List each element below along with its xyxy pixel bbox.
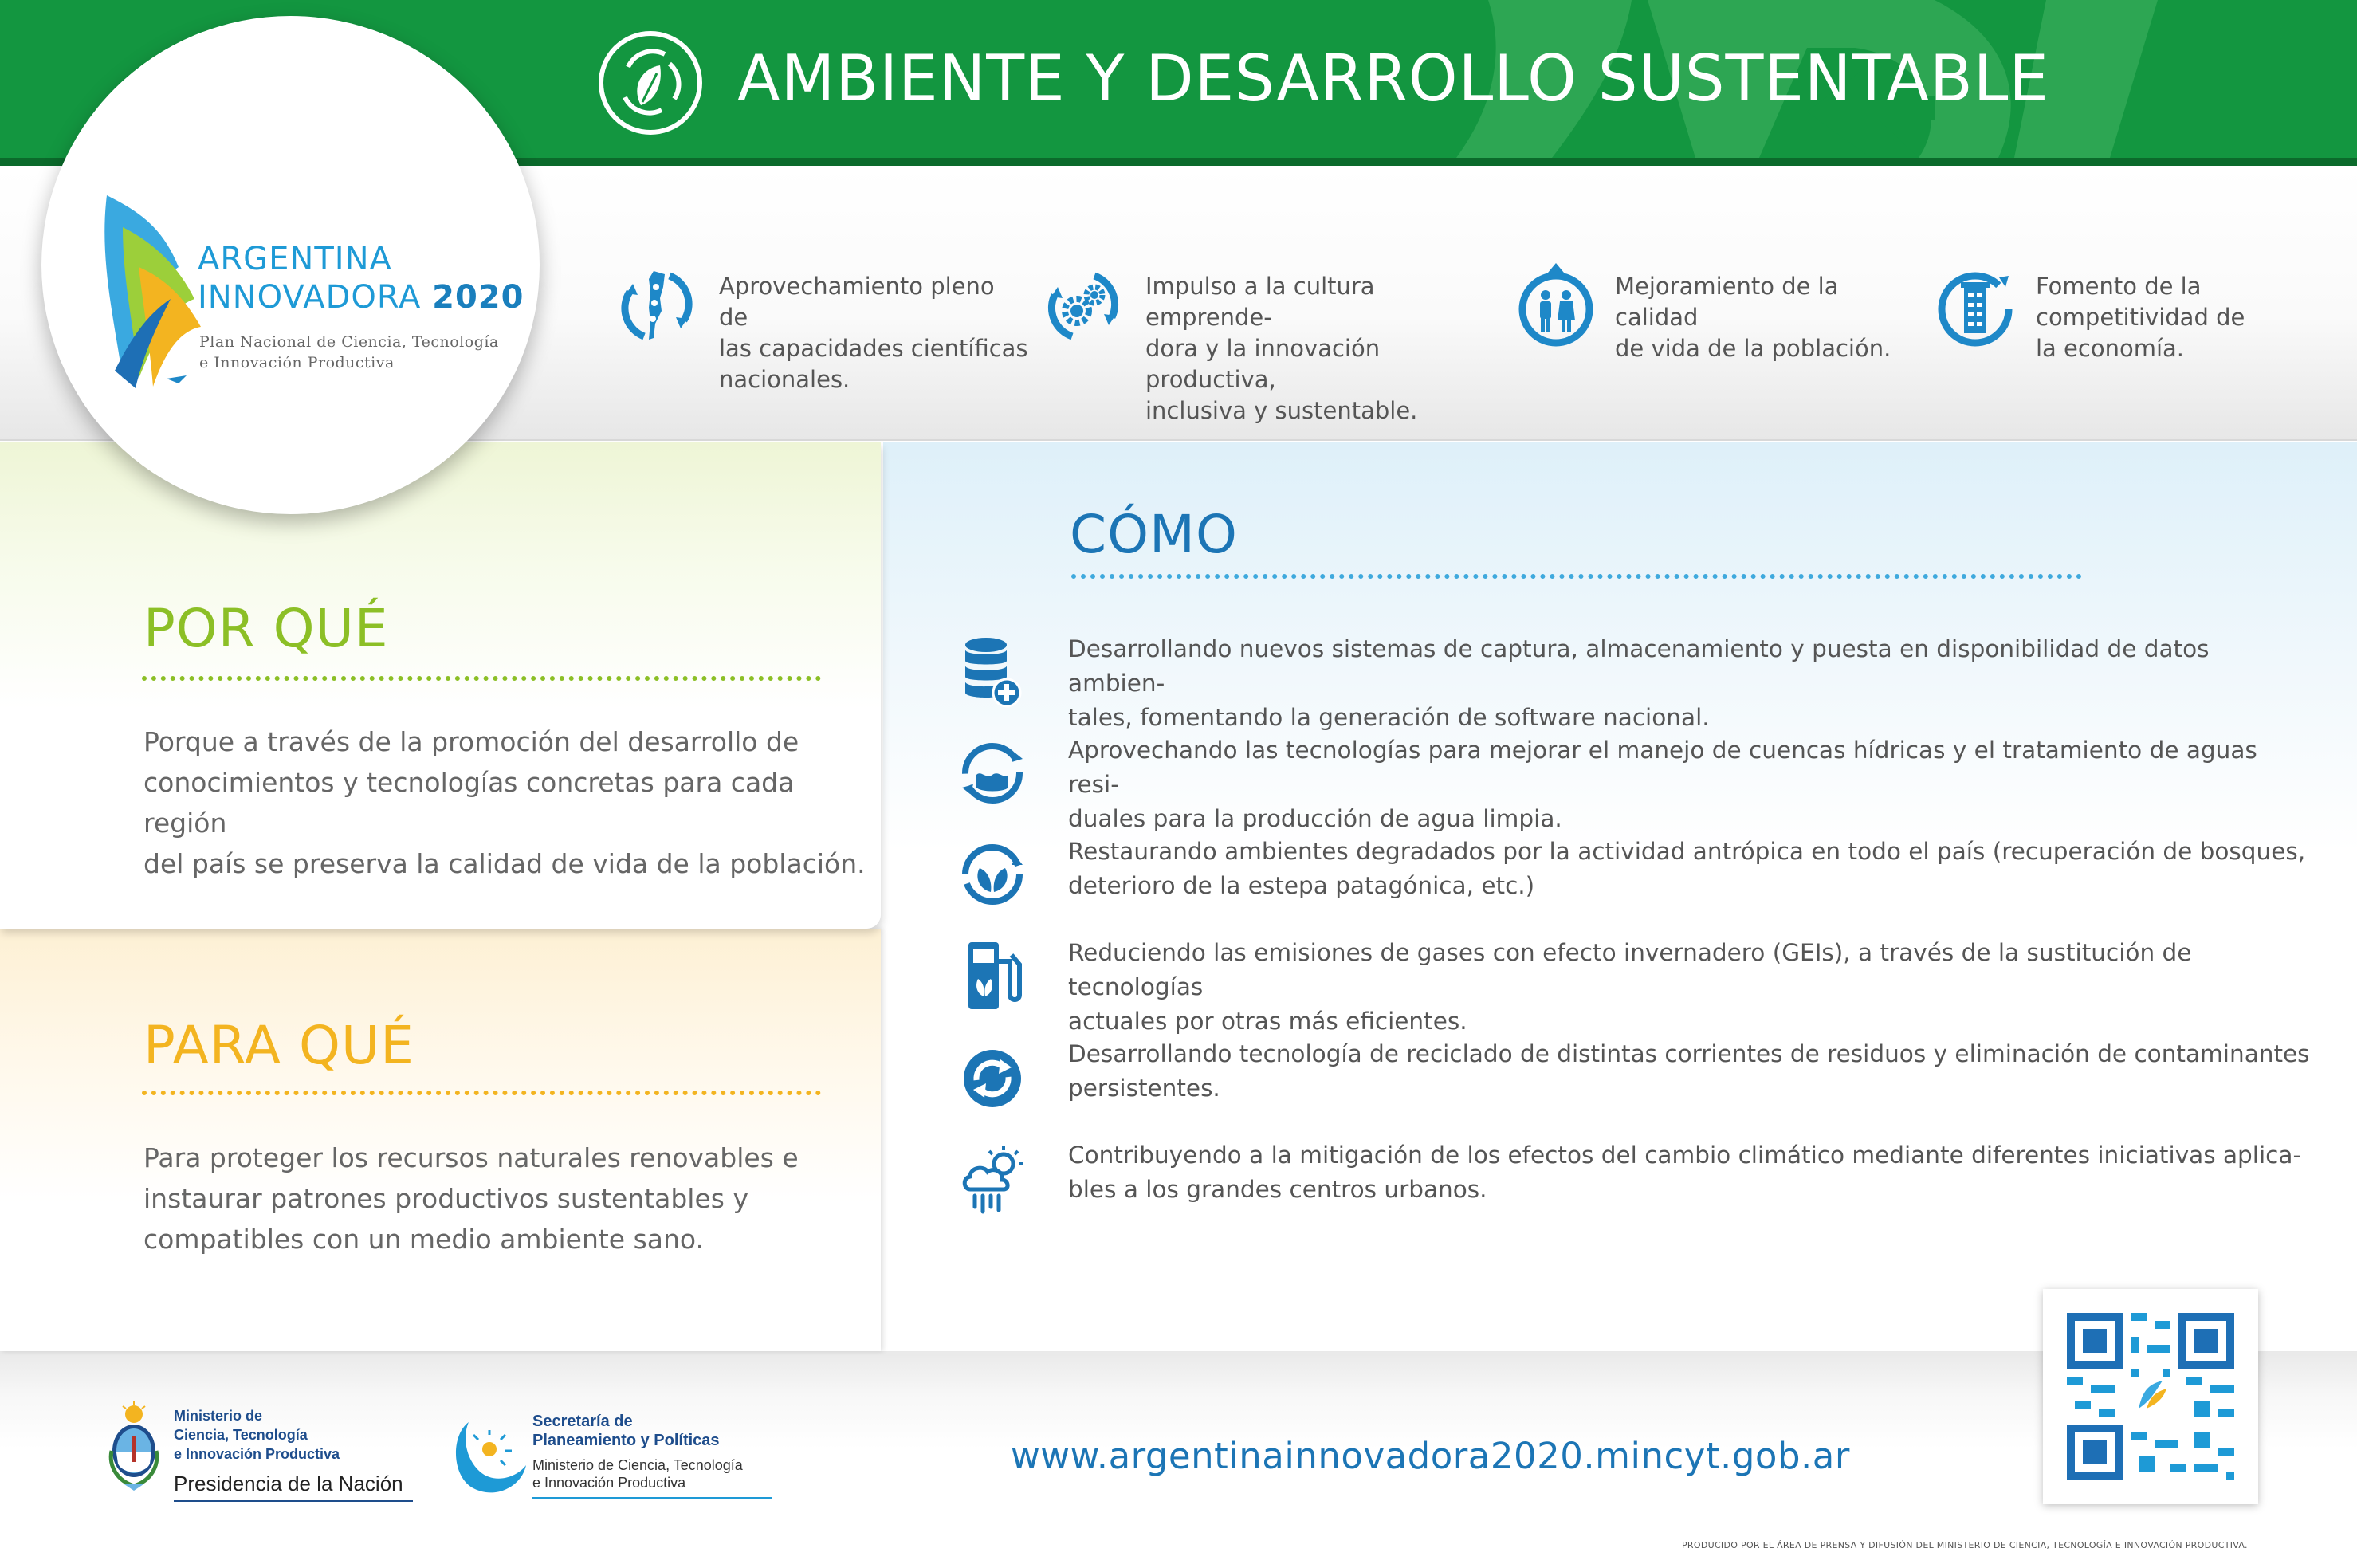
website-link[interactable]: www.argentinainnovadora2020.mincyt.gob.ar [1011,1435,1850,1477]
ministry-line3: e Innovación Productiva [174,1446,340,1462]
recycle-leaf-icon [596,29,705,137]
secretaria-line1: Secretaría de [532,1413,633,1430]
qr-code-image [2067,1313,2234,1480]
porque-body: Porque a través de la promoción del desarrollo de conocimientos y tecnologías concretas para cada región del país se preserva la calidad de vida de la población. [143,726,866,879]
factory-icon [1932,263,2018,349]
como-item-text: Contribuyendo a la mitigación de los efectos del cambio climático mediante diferentes iniciativas aplica- bles a los grandes centros urbanos. [1068,1142,2302,1203]
como-item-text: Reduciendo las emisiones de gases con efecto invernadero (GEIs), a través de la sustitución de tecnologías actuales por otras más eficientes. [1068,939,2192,1035]
brand-subtitle-2: e Innovación Productiva [199,354,395,371]
brand-year: 2020 [432,279,524,316]
paraque-body: Para proteger los recursos naturales renovables e instaurar patrones productivos sustentables y compatibles con un medio ambiente sano. [143,1142,799,1255]
como-item [883,836,2357,932]
qr-code[interactable] [2043,1289,2258,1504]
ministry-underline [174,1500,413,1502]
gears-icon [1040,263,1126,349]
porque-panel [0,442,881,929]
porque-divider [142,676,821,681]
como-item-text: Desarrollando tecnología de reciclado de distintas corrientes de residuos y eliminación de contaminantes persistentes. [1068,1040,2310,1102]
flag-logo-icon [91,179,210,395]
paraque-panel [0,929,881,1351]
presidencia-label: Presidencia de la Nación [174,1472,403,1495]
secretaria-line3: Ministerio de Ciencia, Tecnología [532,1457,743,1473]
secretaria-logo [453,1411,788,1507]
ministry-logo [102,1401,421,1513]
objective-3 [1513,263,1927,375]
como-item [883,735,2357,831]
argentina-coat-of-arms-icon [102,1401,166,1497]
brand-line2 [198,279,524,316]
objective-text: Aprovechamiento pleno de las capacidades científicas nacionales. [719,273,1028,393]
secretaria-underline [532,1497,772,1499]
objective-text: Fomento de la competitividad de la economía. [2036,273,2245,362]
brand-subtitle-1: Plan Nacional de Ciencia, Tecnología [199,333,499,351]
objective-4 [1932,263,2267,375]
fuel-pump-icon [959,937,1026,1014]
como-item [883,634,2357,729]
objective-2 [1040,263,1503,424]
people-icon [1513,263,1599,349]
porque-title: POR QUÉ [143,598,389,659]
brand-line1: ARGENTINA [198,241,392,277]
argentina-map-icon [614,263,700,349]
paraque-title: PARA QUÉ [143,1015,414,1076]
brand-innovadora: INNOVADORA [198,279,422,316]
water-cycle-icon [959,735,1026,812]
secretaria-line4: e Innovación Productiva [532,1475,686,1491]
como-item [883,937,2357,1033]
como-item-text: Aprovechando las tecnologías para mejorar el manejo de cuencas hídricas y el tratamiento de aguas resi- duales para la producción de agua limpia. [1068,737,2257,832]
objective-text: Impulso a la cultura emprende- dora y la innovación productiva, inclusiva y sustentable. [1145,273,1418,424]
como-item [883,1039,2357,1134]
ministry-line2: Ciencia, Tecnología [174,1427,308,1443]
production-credit: PRODUCIDO POR EL ÁREA DE PRENSA Y DIFUSIÓN DEL MINISTERIO DE CIENCIA, TECNOLOGÍA E INNOVACIÓN PRODUCTIVA. [1682,1540,2248,1550]
objective-text: Mejoramiento de la calidad de vida de la población. [1615,273,1891,362]
como-item [883,1140,2357,1236]
objective-1 [614,263,1028,393]
paraque-divider [142,1091,821,1095]
leaf-cycle-icon [959,836,1026,913]
como-panel [883,442,2357,1351]
recycle-icon [959,1039,1026,1115]
secretaria-line2: Planeamiento y Políticas [532,1432,720,1449]
como-divider [1071,574,2082,579]
ministry-line1: Ministerio de [174,1408,263,1424]
como-title: CÓMO [1070,504,1238,565]
como-item-text: Desarrollando nuevos sistemas de captura, almacenamiento y puesta en disponibilidad de datos ambien- tales, fomentando la generación de software nacional. [1068,635,2210,731]
page-title: AMBIENTE Y DESARROLLO SUSTENTABLE [737,41,2049,116]
secretaria-sun-icon [453,1411,528,1499]
brand-logo [41,16,540,514]
como-item-text: Restaurando ambientes degradados por la actividad antrópica en todo el país (recuperación de bosques, deterioro de la estepa patagónica, etc.) [1068,838,2306,899]
weather-icon [959,1140,1026,1216]
database-add-icon [959,634,1026,710]
